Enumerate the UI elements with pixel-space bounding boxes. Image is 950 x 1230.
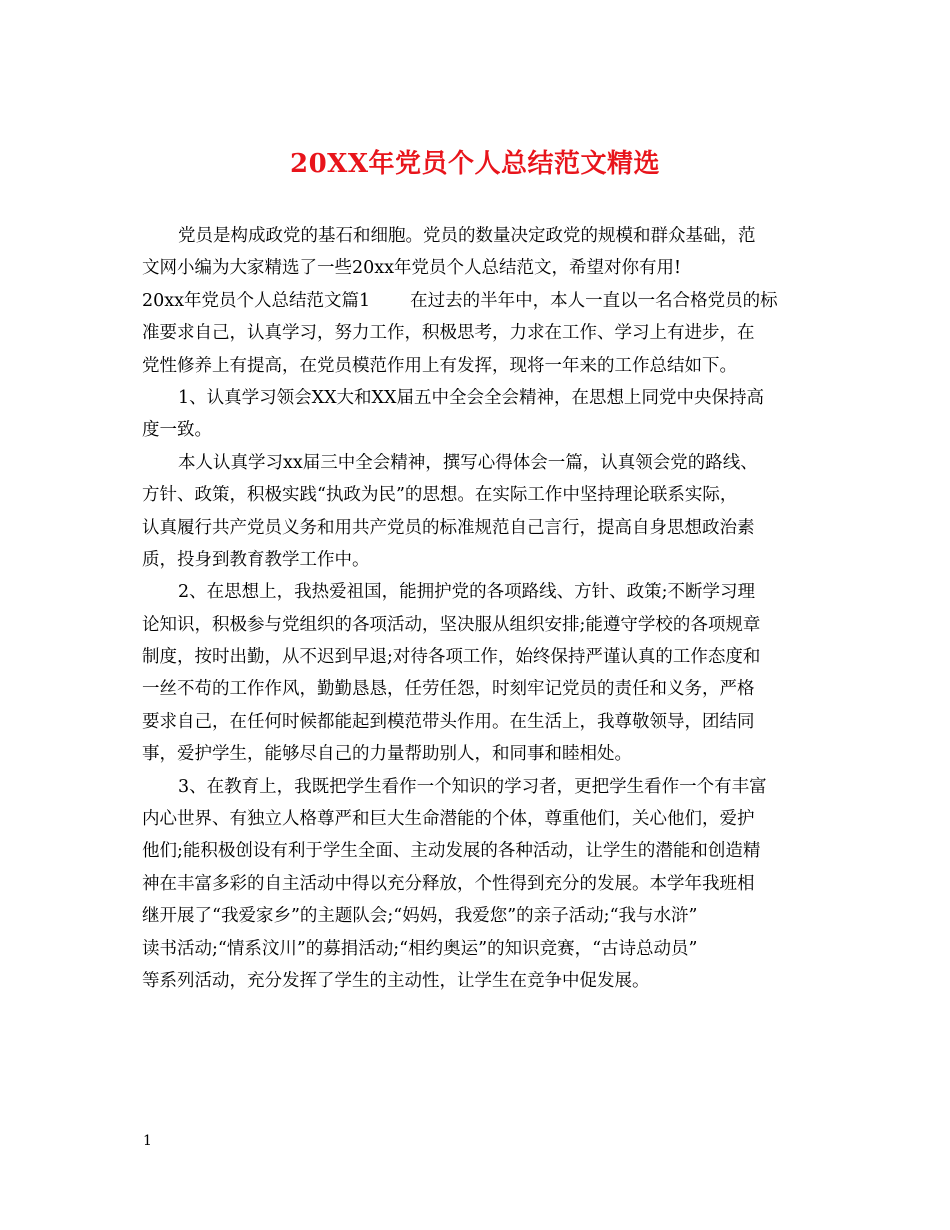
paragraph-line: 一丝不苟的工作作风，勤勤恳恳，任劳任怨，时刻牢记党员的责任和义务，严格 (142, 679, 755, 700)
paragraph-line: 质，投身到教育教学工作中。 (142, 549, 370, 570)
section-heading: 20xx年党员个人总结范文篇1 (142, 290, 371, 311)
paragraph-line: 他们;能积极创设有利于学生全面、主动发展的各种活动，让学生的潜能和创造精 (142, 841, 761, 862)
paragraph-line: 要求自己，在任何时候都能起到模范带头作用。在生活上，我尊敬领导，团结同 (142, 711, 755, 732)
page-title: 20XX年党员个人总结范文精选 (289, 149, 661, 179)
paragraph-line: 方针、政策，积极实践“执政为民”的思想。在实际工作中坚持理论联系实际， (142, 485, 738, 506)
paragraph-line: 本人认真学习xx届三中全会精神，撰写心得体会一篇，认真领会党的路线、 (178, 452, 758, 473)
paragraph-line: 党员是构成政党的基石和细胞。党员的数量决定政党的规模和群众基础，范 (178, 226, 756, 246)
paragraph-line: 度一致。 (142, 420, 212, 441)
paragraph-line: 1、认真学习领会XX大和XX届五中全会全会精神，在思想上同党中央保持高 (178, 387, 764, 408)
paragraph-line: 3、在教育上，我既把学生看作一个知识的学习者，更把学生看作一个有丰富 (178, 776, 767, 797)
paragraph-line: 神在丰富多彩的自主活动中得以充分释放，个性得到充分的发展。本学年我班相 (142, 873, 755, 894)
paragraph-line: 论知识，积极参与党组织的各项活动，坚决服从组织安排;能遵守学校的各项规章 (142, 614, 761, 635)
paragraph-line: 读书活动;“情系汶川”的募捐活动;“相约奥运”的知识竞赛，“古诗总动员” (142, 938, 698, 959)
paragraph-line: 内心世界、有独立人格尊严和巨大生命潜能的个体，尊重他们，关心他们，爱护 (142, 809, 755, 830)
page-number: 1 (143, 1133, 152, 1149)
paragraph-line: 2、在思想上，我热爱祖国，能拥护党的各项路线、方针、政策;不断学习理 (178, 582, 756, 603)
paragraph-line (142, 285, 812, 317)
paragraph-text: 在过去的半年中，本人一直以一名合格党员的标 (410, 290, 778, 311)
paragraph-line: 事，爱护学生，能够尽自己的力量帮助别人，和同事和睦相处。 (142, 744, 632, 765)
paragraph-line: 认真履行共产党员义务和用共产党员的标准规范自己言行，提高自身思想政治素 (142, 517, 755, 538)
paragraph-line: 准要求自己，认真学习，努力工作，积极思考，力求在工作、学习上有进步，在 (142, 323, 755, 344)
paragraph-line: 等系列活动，充分发挥了学生的主动性，让学生在竞争中促发展。 (142, 970, 650, 991)
document-body (142, 220, 812, 997)
paragraph-line: 制度，按时出勤，从不迟到早退;对待各项工作，始终保持严谨认真的工作态度和 (142, 647, 761, 668)
paragraph-line: 文网小编为大家精选了一些20xx年党员个人总结范文，希望对你有用! (142, 258, 682, 279)
paragraph-line: 继开展了“我爱家乡”的主题队会;“妈妈，我爱您”的亲子活动;“我与水浒” (142, 906, 698, 927)
paragraph-line: 党性修养上有提高，在党员模范作用上有发挥，现将一年来的工作总结如下。 (142, 355, 737, 376)
